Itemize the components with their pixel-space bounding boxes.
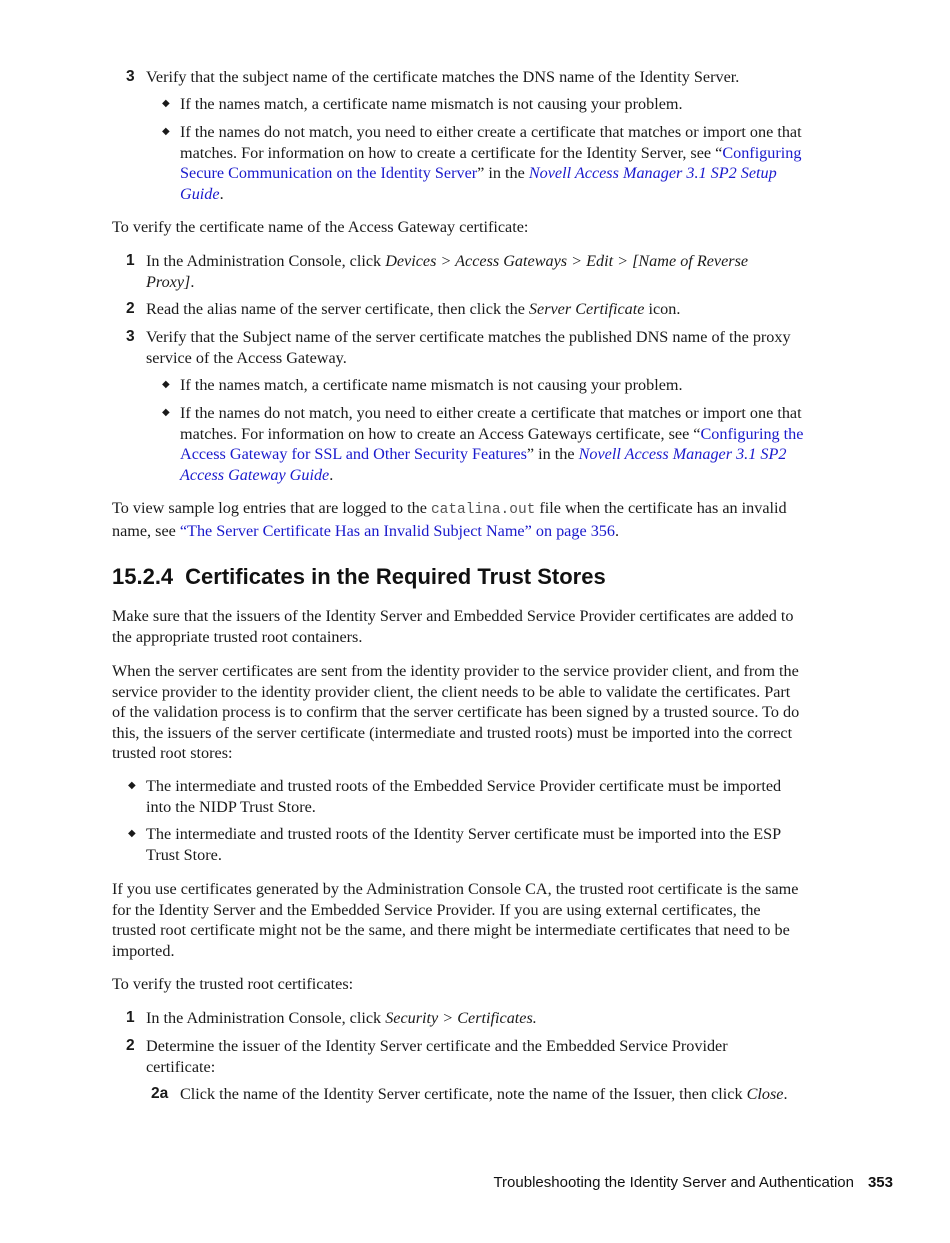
step-text xyxy=(146,299,806,320)
paragraph: To verify the certificate name of the Access Gateway certificate: xyxy=(112,218,529,236)
step-text-part: icon. xyxy=(644,300,681,318)
bullet-text-part: . xyxy=(329,465,334,484)
bullet-text xyxy=(180,122,805,204)
section-title: Certificates in the Required Trust Stores xyxy=(185,564,606,589)
step-number: 3 xyxy=(126,328,135,345)
step-number: 3 xyxy=(126,68,135,85)
link-access-gateway-guide[interactable]: Novell Access Manager 3.1 SP2 Access Gateway Guide xyxy=(180,445,787,484)
page-footer xyxy=(493,1173,893,1193)
step-number: 1 xyxy=(126,252,135,269)
paragraph: If you use certificates generated by the Administration Console CA, the trusted root certificate is the same for the Identity Server and the Embedded Service Provider. If you are using external certificates, the trusted root certificate might not be the same, and there might be intermediate certificates that need to be imported. xyxy=(112,880,799,960)
step-text xyxy=(146,251,796,292)
step-number: 1 xyxy=(126,1009,135,1026)
bullet-icon: ◆ xyxy=(128,828,136,839)
paragraph-part: To view sample log entries that are logged to the xyxy=(112,499,431,517)
bullet-text-part: If the names do not match, you need to either create a certificate that matches or import one that matches. For information on how to create an Access Gateways certificate, see “ xyxy=(180,404,802,443)
step-text-part: Read the alias name of the server certificate, then click the xyxy=(146,300,529,318)
step-text-part: In the Administration Console, click xyxy=(146,1009,386,1027)
bullet-text-part: If the names do not match, you need to either create a certificate that matches or import one that matches. For information on how to create a certificate for the Identity Server, see “ xyxy=(180,123,802,162)
paragraph-part: file when the certificate has an invalid name, see xyxy=(112,499,787,540)
section-heading xyxy=(112,563,606,591)
bullet-text: The intermediate and trusted roots of the Embedded Service Provider certificate must be imported into the NIDP Trust Store. xyxy=(146,777,782,816)
link-configuring-secure-communication[interactable]: Configuring Secure Communication on the Identity Server xyxy=(180,143,802,182)
bullet-icon: ◆ xyxy=(162,126,170,137)
bullet-icon: ◆ xyxy=(162,98,170,109)
bullet-text xyxy=(180,403,805,485)
step-number: 2 xyxy=(126,300,135,317)
paragraph-part: . xyxy=(614,521,620,540)
step-text: Verify that the subject name of the certificate matches the DNS name of the Identity Server. xyxy=(146,68,740,86)
bullet-icon: ◆ xyxy=(162,379,170,390)
bullet-text-part: ” in the xyxy=(477,164,529,182)
bullet-icon: ◆ xyxy=(162,407,170,418)
paragraph: When the server certificates are sent from the identity provider to the service provider client, and from the service provider to the identity provider client, the client needs to be able to validate the certificates. Part of the validation process is to confirm that the server certificate has been signed by a trusted source. To do this, the issuers of the server certificate (intermediate and trusted roots) must be imported into the correct trusted root stores: xyxy=(112,662,800,762)
step-text: Verify that the Subject name of the server certificate matches the published DNS name of the proxy service of the Access Gateway. xyxy=(146,328,791,367)
bullet-text-part: ” in the xyxy=(526,445,579,463)
ui-path: Devices > Access Gateways > Edit > [Name of Reverse Proxy] xyxy=(146,252,749,291)
footer-title: Troubleshooting the Identity Server and Authentication xyxy=(493,1174,854,1191)
bullet-text: If the names match, a certificate name mismatch is not causing your problem. xyxy=(180,376,683,394)
bullet-icon: ◆ xyxy=(128,780,136,791)
code-filename: catalina.out xyxy=(430,502,536,518)
link-setup-guide[interactable]: Novell Access Manager 3.1 SP2 Setup Guide xyxy=(180,164,777,203)
link-invalid-subject-name[interactable]: “The Server Certificate Has an Invalid Subject Name” on page 356 xyxy=(179,521,615,540)
substep-text-part: . xyxy=(783,1085,788,1103)
link-configuring-access-gateway-ssl[interactable]: Configuring the Access Gateway for SSL and Other Security Features xyxy=(180,424,804,463)
paragraph: To verify the trusted root certificates: xyxy=(112,975,354,993)
step-text-part: . xyxy=(190,272,195,291)
bullet-text: The intermediate and trusted roots of the Identity Server certificate must be imported into the ESP Trust Store. xyxy=(146,825,781,864)
substep-number: 2a xyxy=(151,1085,169,1102)
paragraph: Make sure that the issuers of the Identity Server and Embedded Service Provider certificates are added to the appropriate trusted root containers. xyxy=(112,607,794,646)
step-text: Determine the issuer of the Identity Server certificate and the Embedded Service Provider certificate: xyxy=(146,1037,728,1076)
step-text-part: In the Administration Console, click xyxy=(146,252,386,270)
ui-term: Server Certificate xyxy=(528,300,645,318)
bullet-text-part: . xyxy=(219,184,224,203)
step-number: 2 xyxy=(126,1037,135,1054)
substep-text-part: Click the name of the Identity Server certificate, note the name of the Issuer, then click xyxy=(180,1085,747,1103)
step-text xyxy=(146,1008,806,1029)
ui-term: Close xyxy=(746,1085,784,1103)
section-number: 15.2.4 xyxy=(112,564,174,589)
substep-text xyxy=(180,1084,800,1105)
bullet-text: If the names match, a certificate name mismatch is not causing your problem. xyxy=(180,95,683,113)
page-number: 353 xyxy=(867,1174,893,1191)
ui-path: Security > Certificates. xyxy=(385,1009,537,1027)
paragraph xyxy=(112,498,802,541)
